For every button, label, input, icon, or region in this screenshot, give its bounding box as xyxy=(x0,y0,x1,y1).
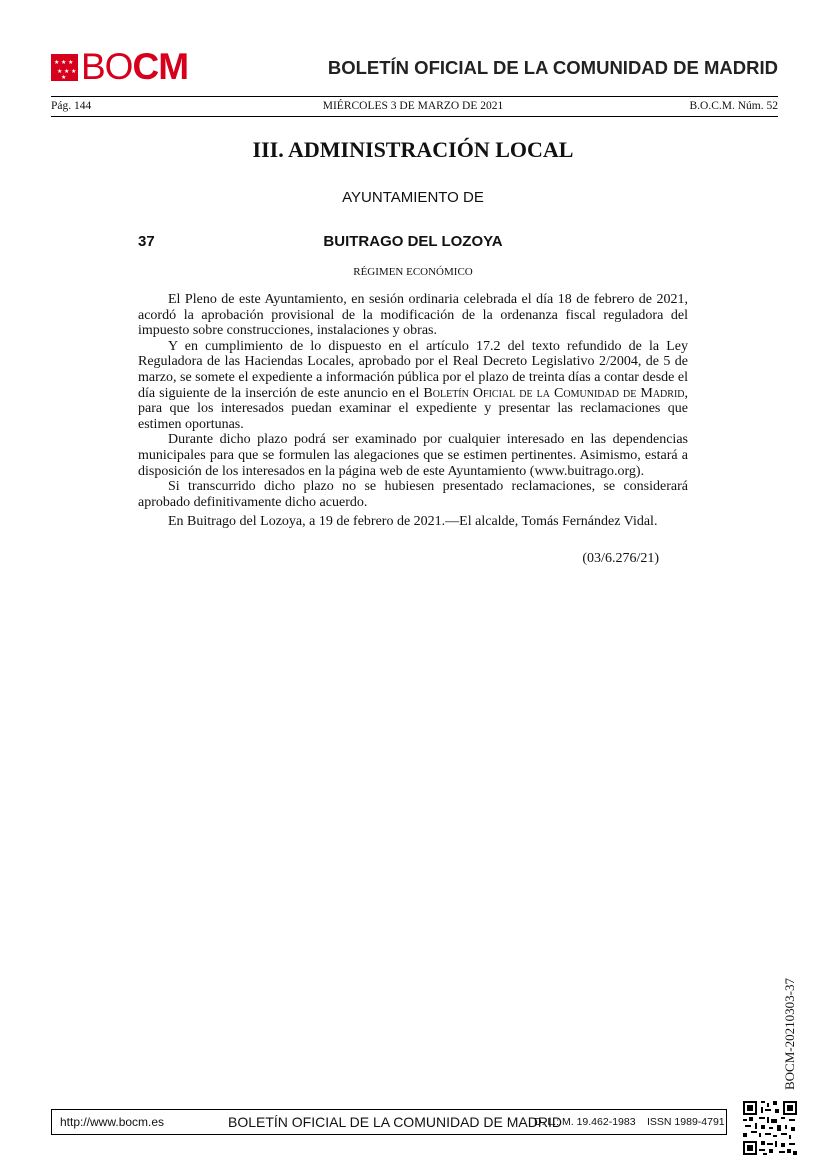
journal-title: BOLETÍN OFICIAL DE LA COMUNIDAD DE MADRID xyxy=(327,57,778,78)
logo-text-bo: BO xyxy=(81,46,133,87)
paragraph-3: Durante dicho plazo podrá ser examinado por cualquier interesado en las dependencias municipales para que se formulen las alegaciones que se estimen pertinentes. Asimismo, estará a disposición de los interesados en la página web de este Ayuntamiento (www.buitrago.org). xyxy=(138,432,688,479)
section-subtitle: AYUNTAMIENTO DE xyxy=(342,189,484,206)
subject-heading: RÉGIMEN ECONÓMICO xyxy=(353,266,473,278)
journal-reference: Boletín Oficial de la Comunidad de Madrid xyxy=(423,385,685,401)
footer-title: BOLETÍN OFICIAL DE LA COMUNIDAD DE MADRID xyxy=(228,1114,562,1130)
footer-url-link[interactable]: http://www.bocm.es xyxy=(60,1115,165,1129)
signature: En Buitrago del Lozoya, a 19 de febrero de 2021.—El alcalde, Tomás Fernández Vidal. xyxy=(168,514,658,530)
bocm-logo xyxy=(51,46,189,87)
paragraph-2-end: , para que los interesados puedan examinar el expediente y presentar las reclamaciones que estimen oportunas. xyxy=(138,385,688,432)
paragraph-1: El Pleno de este Ayuntamiento, en sesión ordinaria celebrada el día 18 de febrero de 2021, acordó la aprobación provisional de la modificación de la ordenanza fiscal reguladora del impuesto sobre construcciones, instalaciones y obras. xyxy=(138,292,688,339)
issue-date: MIÉRCOLES 3 DE MARZO DE 2021 xyxy=(322,100,504,112)
announcement-body xyxy=(138,292,688,530)
qr-code-icon xyxy=(743,1101,797,1155)
paragraph-4: Si transcurrido dicho plazo no se hubiesen presentado reclamaciones, se considerará aprobado definitivamente dicho acuerdo. xyxy=(138,479,688,510)
madrid-stars-flag-icon: ★ ★ ★ ★ ★ ★ ★ xyxy=(51,54,78,81)
page-number: Pág. 144 xyxy=(51,100,92,112)
document-code: BOCM-20210303-37 xyxy=(782,978,797,1090)
municipality-name: BUITRAGO DEL LOZOYA xyxy=(323,233,503,250)
header-rule xyxy=(51,96,778,97)
footer xyxy=(51,1109,727,1135)
announcement-number: 37 xyxy=(138,233,155,250)
header-rule-bottom xyxy=(51,116,778,117)
reference-code: (03/6.276/21) xyxy=(582,551,659,566)
legal-deposit: D. L.: M. 19.462-1983 xyxy=(534,1116,636,1128)
issue-number: B.O.C.M. Núm. 52 xyxy=(689,100,778,112)
issn: ISSN 1989-4791 xyxy=(647,1116,725,1128)
section-title: III. ADMINISTRACIÓN LOCAL xyxy=(252,137,574,162)
logo-text-cm: CM xyxy=(132,46,189,87)
paragraph-2 xyxy=(138,339,688,433)
paragraph-2-start: Y en cumplimiento de lo dispuesto en el artículo 17.2 del texto refundido de la Ley Reguladora de las Haciendas Locales, aprobado por el Real Decreto Legislativo 2/2004, de 5 de marzo, se somete el expediente a información pública por el plazo de treinta días a contar desde el día siguiente de la inserción de este anuncio en el xyxy=(138,338,688,401)
